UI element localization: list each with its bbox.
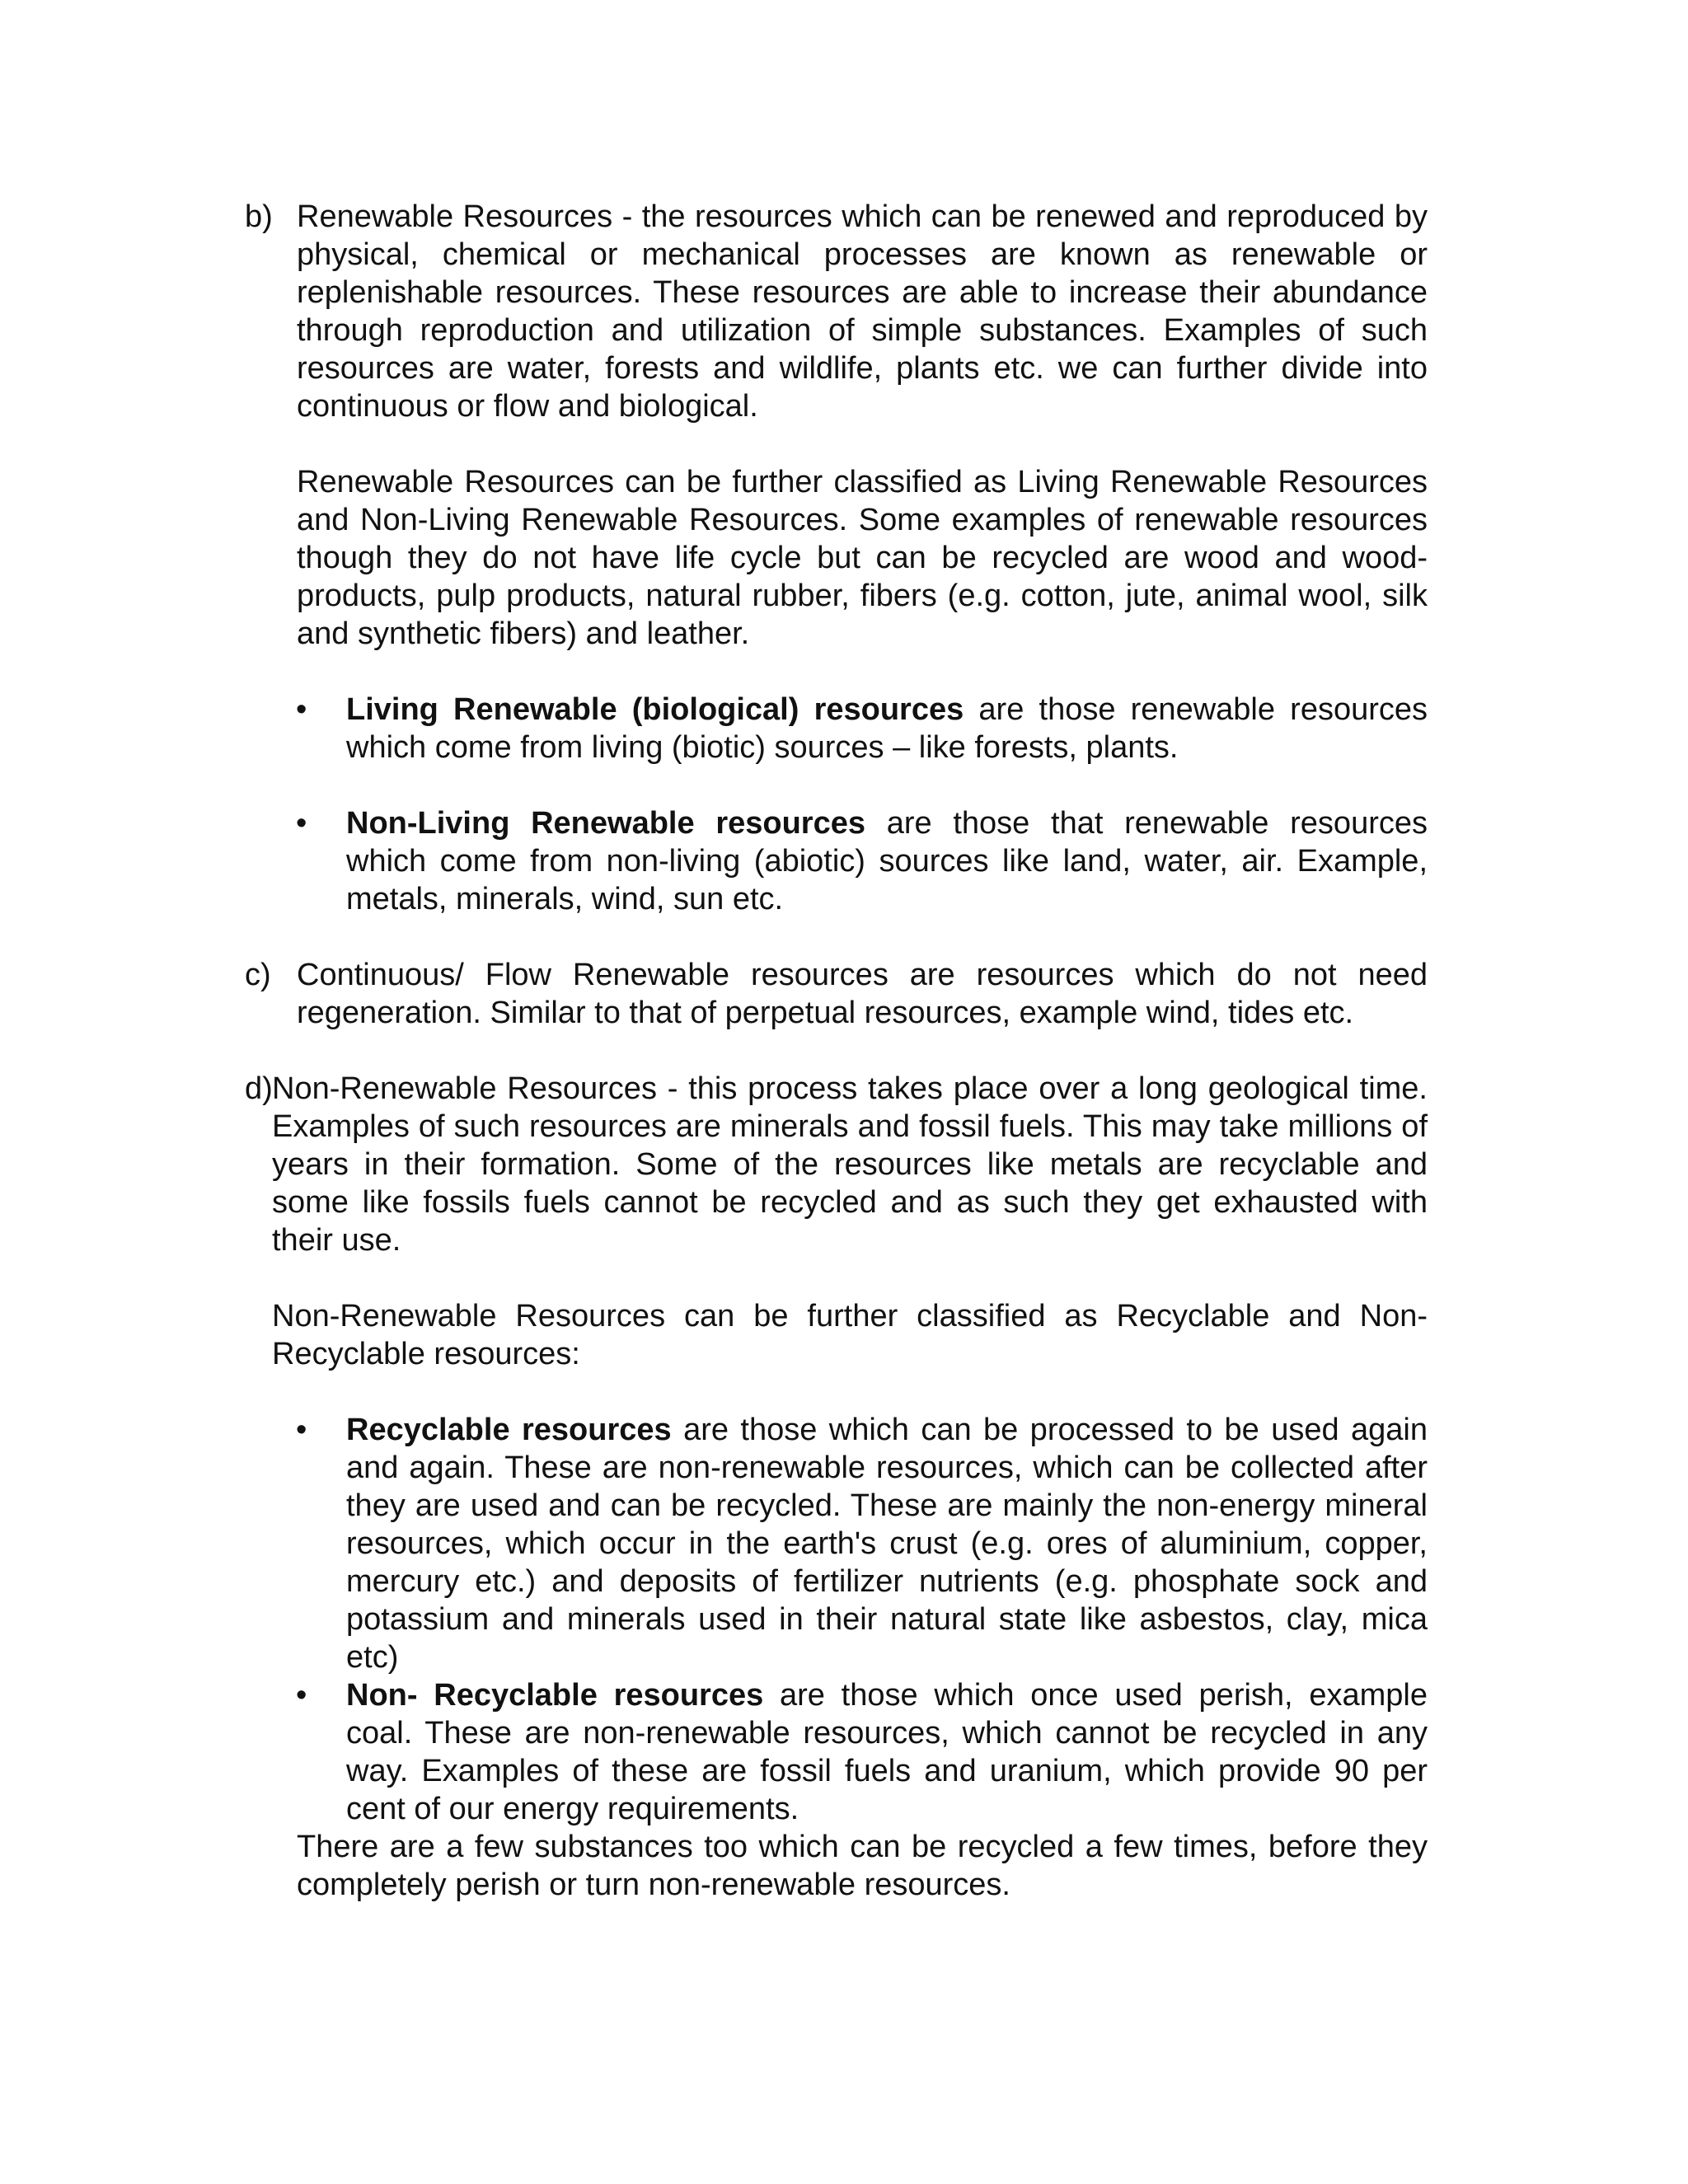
- section-c-text: Continuous/ Flow Renewable resources are resources which do not need regeneration. Similar to that of perpetual resources, example wind, tides etc.: [297, 958, 1428, 1030]
- section-b-text: Renewable Resources - the resources which can be renewed and reproduced by physical, chemical or mechanical processes are known as renewable or replenishable resources. These resources are able to increase their abundance through reproduction and utilization of simple substances. Examples of such resources are water, forests and wildlife, plants etc. we can further divide into continuous or flow and biological.: [297, 199, 1428, 424]
- section-d-label: d): [245, 1071, 273, 1106]
- bullet-non-living-renewable: [245, 804, 1428, 918]
- non-renewable-classification-paragraph: Non-Renewable Resources can be further classified as Recyclable and Non-Recyclable resources:: [272, 1299, 1428, 1371]
- bullet-icon: •: [296, 1413, 307, 1447]
- bullet-body: [346, 1676, 1428, 1828]
- bullet-term: Non- Recyclable resources: [346, 1678, 764, 1713]
- bullet-body: [346, 1411, 1428, 1676]
- bullet-living-renewable: [245, 691, 1428, 766]
- section-c-paragraph: [245, 956, 1428, 1032]
- bullet-icon: •: [296, 1678, 307, 1713]
- bullet-text: are those which can be processed to be used again and again. These are non-renewable resources, which can be collected after they are used and can be recycled. These are mainly the non-energy mineral resources, which occur in the earth's crust (e.g. ores of aluminium, copper, mercury etc.) and deposits of fertilizer nutrients (e.g. phosphate sock and potassium and minerals used in their natural state like asbestos, clay, mica etc): [346, 1413, 1428, 1675]
- section-b-label: b): [245, 199, 273, 234]
- bullet-icon: •: [296, 806, 307, 841]
- bullet-body: [346, 691, 1428, 766]
- bullet-non-recyclable: [245, 1676, 1428, 1828]
- section-b-paragraph: [245, 198, 1428, 425]
- bullet-body: [346, 804, 1428, 918]
- renewable-bullet-list: [245, 691, 1428, 918]
- section-d-text: Non-Renewable Resources - this process takes place over a long geological time. Examples of such resources are minerals and fossil fuels. This may take millions of years in their formation. Some of the resources like metals are recyclable and some like fossils fuels cannot be recycled and as such they get exhausted with their use.: [272, 1071, 1428, 1258]
- bullet-text: are those that renewable resources which come from non-living (abiotic) sources like land, water, air. Example, metals, minerals, wind, sun etc.: [346, 806, 1428, 916]
- section-d-paragraph: [245, 1070, 1428, 1259]
- bullet-term: Living Renewable (biological) resources: [346, 692, 964, 727]
- non-renewable-bullet-list: [245, 1411, 1428, 1828]
- bullet-term: Non-Living Renewable resources: [346, 806, 866, 841]
- bullet-text: are those which once used perish, example coal. These are non-renewable resources, which cannot be recycled in any way. Examples of these are fossil fuels and uranium, which provide 90 per cent of our energy requirements.: [346, 1678, 1428, 1826]
- bullet-term: Recyclable resources: [346, 1413, 672, 1447]
- section-c-label: c): [245, 958, 271, 992]
- renewable-classification-paragraph: Renewable Resources can be further classified as Living Renewable Resources and Non-Living Renewable Resources. Some examples of renewable resources though they do not have life cycle but can be recycled are wood and wood-products, pulp products, natural rubber, fibers (e.g. cotton, jute, animal wool, silk and synthetic fibers) and leather.: [297, 465, 1428, 651]
- bullet-icon: •: [296, 692, 307, 727]
- bullet-recyclable: [245, 1411, 1428, 1676]
- bullet-text: are those renewable resources which come from living (biotic) sources – like forests, plants.: [346, 692, 1428, 765]
- closing-paragraph: There are a few substances too which can be recycled a few times, before they completely perish or turn non-renewable resources.: [297, 1830, 1428, 1902]
- document-body: [245, 198, 1428, 1904]
